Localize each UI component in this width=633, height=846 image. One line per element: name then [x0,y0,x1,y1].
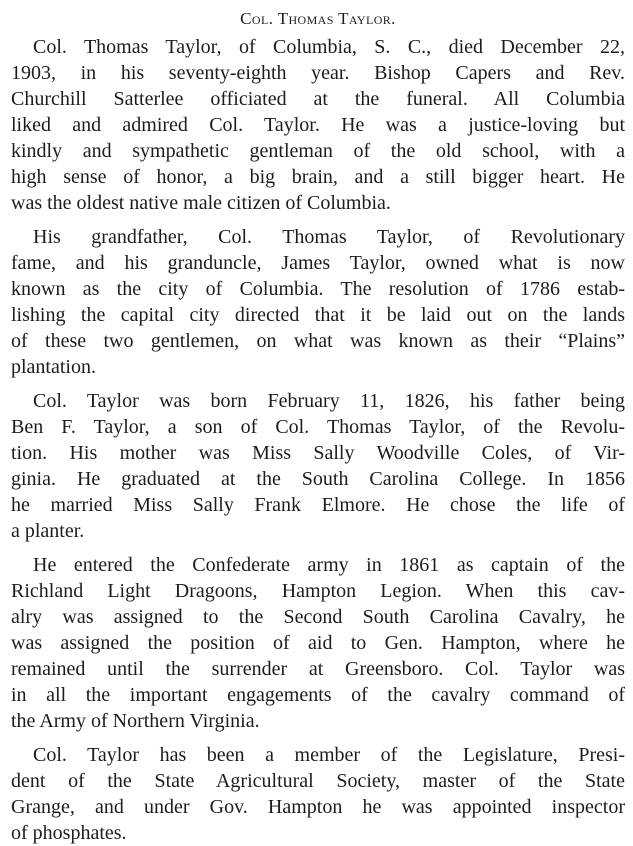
text-line: was assigned the position of aid to Gen. Hampton, where he [11,632,625,654]
text-line: Grange, and under Gov. Hampton he was appointed inspector [11,796,625,818]
paragraph-4 [11,552,625,734]
paragraph-2 [11,224,625,380]
text-line: of phosphates. [11,822,127,844]
article-title: Col. Thomas Taylor. [240,9,396,28]
text-line: he married Miss Sally Frank Elmore. He chose the life of [11,494,625,516]
text-line: liked and admired Col. Taylor. He was a justice-loving but [11,114,625,136]
text-line: kindly and sympathetic gentleman of the old school, with a [11,140,625,162]
text-line: lishing the capital city directed that it be laid out on the lands [11,304,625,326]
text-line: plantation. [11,356,96,378]
text-line: the Army of Northern Virginia. [11,710,260,732]
paragraph-1 [11,34,625,216]
text-line: known as the city of Columbia. The resolution of 1786 estab- [11,278,625,300]
text-line: Col. Thomas Taylor, of Columbia, S. C., died December 22, [33,36,625,58]
text-line: Churchill Satterlee officiated at the funeral. All Columbia [11,88,625,110]
text-line: was the oldest native male citizen of Columbia. [11,192,391,214]
text-line: alry was assigned to the Second South Carolina Cavalry, he [11,606,625,628]
text-line: His grandfather, Col. Thomas Taylor, of Revolutionary [33,226,625,248]
text-line: Ben F. Taylor, a son of Col. Thomas Taylor, of the Revolu- [11,416,625,438]
text-line: Col. Taylor was born February 11, 1826, his father being [33,390,625,412]
text-line: in all the important engagements of the cavalry command of [11,684,625,706]
text-line: remained until the surrender at Greensboro. Col. Taylor was [11,658,625,680]
text-line: Richland Light Dragoons, Hampton Legion. When this cav- [11,580,625,602]
paragraph-3 [11,388,625,544]
text-line: high sense of honor, a big brain, and a still bigger heart. He [11,166,625,188]
text-line: a planter. [11,520,85,542]
text-line: 1903, in his seventy-eighth year. Bishop Capers and Rev. [11,62,625,84]
text-line: dent of the State Agricultural Society, master of the State [11,770,625,792]
text-line: Col. Taylor has been a member of the Legislature, Presi- [33,744,625,766]
text-line: fame, and his granduncle, James Taylor, owned what is now [11,252,625,274]
text-line: tion. His mother was Miss Sally Woodville Coles, of Vir- [11,442,625,464]
paragraph-5 [11,742,625,846]
text-line: of these two gentlemen, on what was known as their “Plains” [11,330,625,352]
text-line: ginia. He graduated at the South Carolina College. In 1856 [11,468,625,490]
text-line: He entered the Confederate army in 1861 as captain of the [33,554,625,576]
